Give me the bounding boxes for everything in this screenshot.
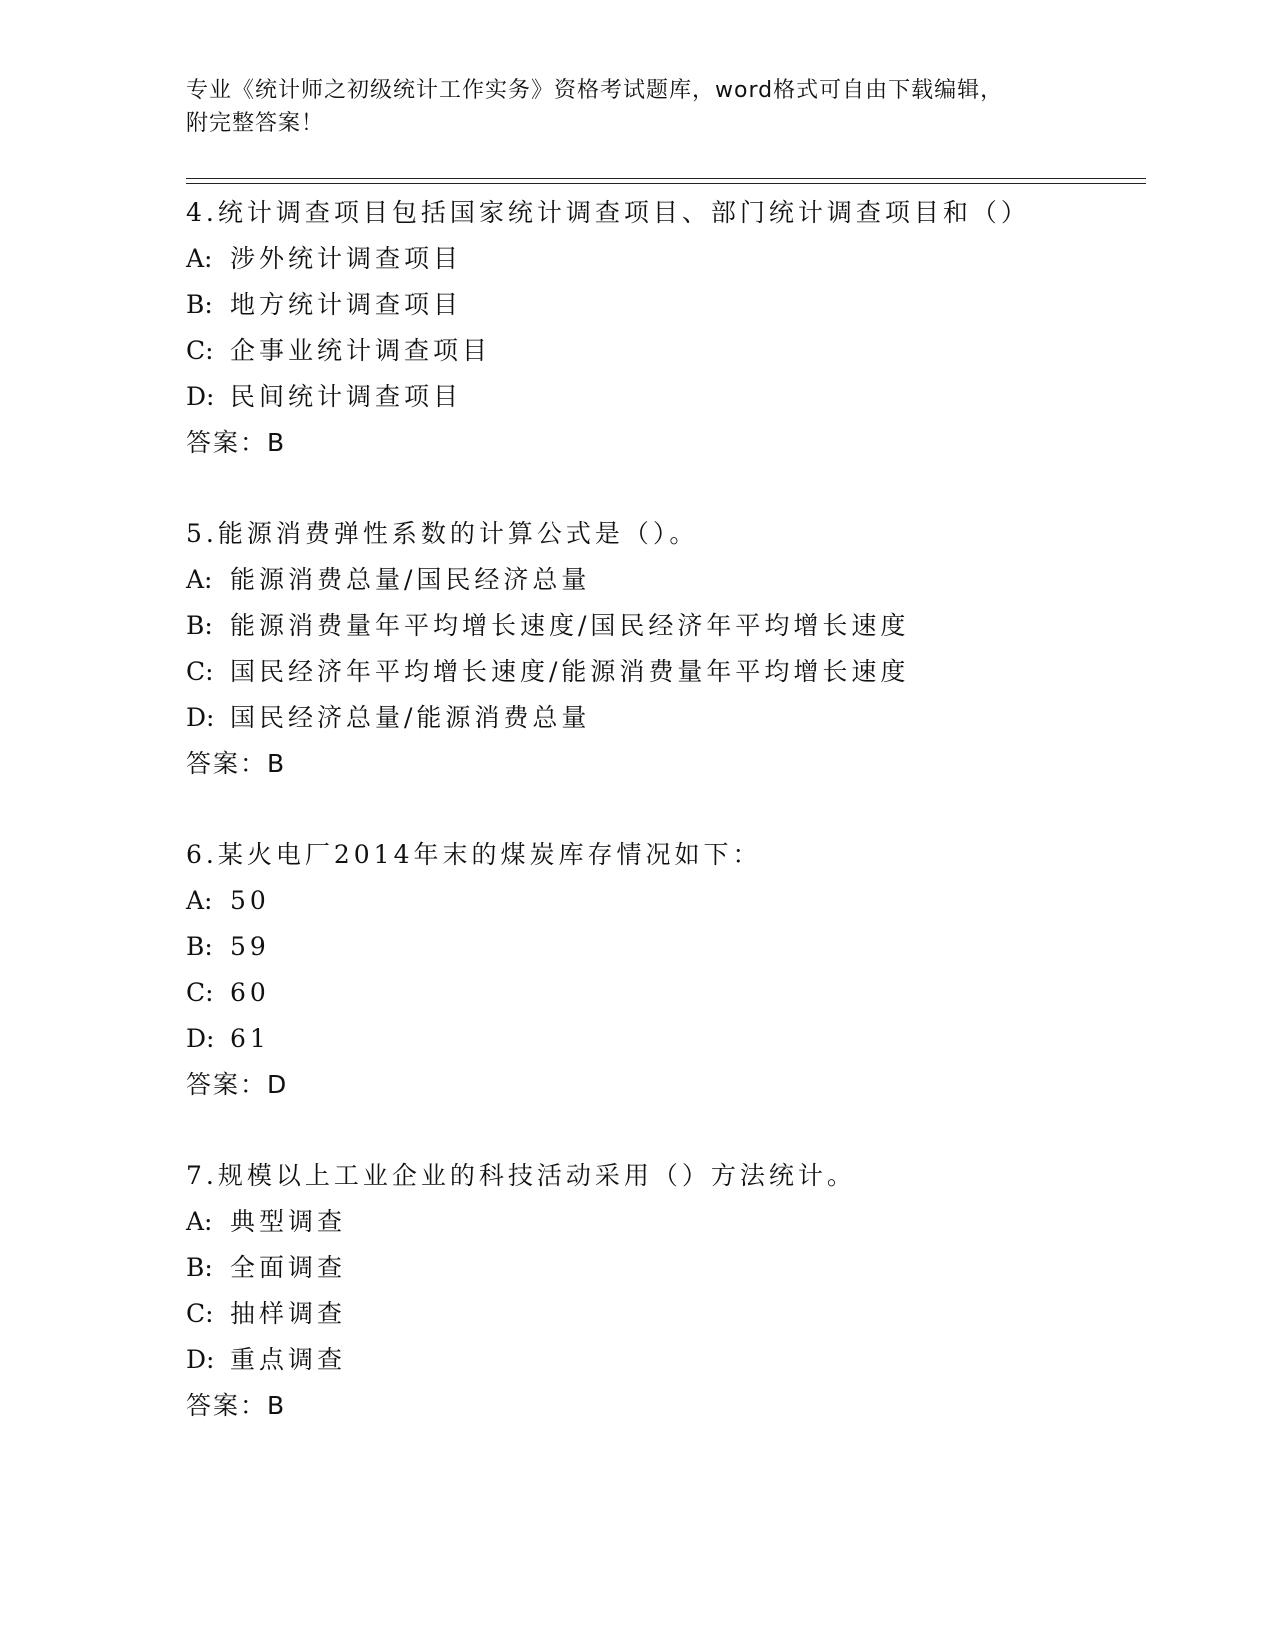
option-label: B: — [186, 611, 213, 640]
option-text: 企事业统计调查项目 — [230, 336, 492, 365]
option-label: B: — [186, 290, 213, 319]
option-text: 能源消费总量/国民经济总量 — [230, 565, 591, 594]
question-4 — [186, 190, 1186, 466]
option-b — [186, 924, 1186, 970]
option-label: C: — [186, 978, 214, 1007]
option-label: D: — [186, 382, 215, 411]
option-text: 全面调查 — [230, 1253, 347, 1282]
option-text: 60 — [230, 978, 270, 1007]
option-text: 59 — [230, 932, 270, 961]
option-label: B: — [186, 1253, 213, 1282]
option-text: 地方统计调查项目 — [230, 290, 463, 319]
header-line-1: 专业《统计师之初级统计工作实务》资格考试题库，word格式可自由下载编辑， — [186, 78, 1004, 103]
option-d — [186, 374, 1186, 420]
question-7 — [186, 1153, 1186, 1429]
question-6 — [186, 832, 1186, 1108]
option-text: 重点调查 — [230, 1345, 347, 1374]
option-text: 典型调查 — [230, 1207, 347, 1236]
option-c — [186, 649, 1186, 695]
option-d — [186, 695, 1186, 741]
option-b — [186, 282, 1186, 328]
option-text: 民间统计调查项目 — [230, 382, 463, 411]
option-label: D: — [186, 1345, 215, 1374]
question-stem: 4.统计调查项目包括国家统计调查项目、部门统计调查项目和（） — [186, 198, 1030, 227]
option-label: C: — [186, 336, 214, 365]
header-divider-top — [186, 178, 1146, 179]
answer-line: 答案：D — [186, 1070, 289, 1099]
option-d — [186, 1016, 1186, 1062]
option-text: 国民经济年平均增长速度/能源消费量年平均增长速度 — [230, 657, 910, 686]
option-text: 国民经济总量/能源消费总量 — [230, 703, 591, 732]
option-d — [186, 1337, 1186, 1383]
option-text: 抽样调查 — [230, 1299, 347, 1328]
question-stem: 6.某火电厂2014年末的煤炭库存情况如下： — [186, 840, 762, 869]
question-list — [186, 190, 1186, 1474]
option-label: A: — [186, 886, 213, 915]
option-text: 61 — [230, 1024, 270, 1053]
header-divider-bottom — [186, 183, 1146, 184]
option-c — [186, 328, 1186, 374]
question-stem: 7.规模以上工业企业的科技活动采用（）方法统计。 — [186, 1161, 856, 1190]
option-label: C: — [186, 657, 214, 686]
option-a — [186, 878, 1186, 924]
answer-line: 答案：B — [186, 749, 287, 778]
option-label: A: — [186, 244, 213, 273]
question-stem: 5.能源消费弹性系数的计算公式是（）。 — [186, 519, 699, 548]
answer-line: 答案：B — [186, 428, 287, 457]
option-c — [186, 1291, 1186, 1337]
option-label: D: — [186, 703, 215, 732]
option-a — [186, 1199, 1186, 1245]
answer-line: 答案：B — [186, 1391, 287, 1420]
option-label: C: — [186, 1299, 214, 1328]
option-b — [186, 1245, 1186, 1291]
header-line-2: 附完整答案！ — [186, 111, 325, 136]
option-label: A: — [186, 1207, 213, 1236]
option-text: 50 — [230, 886, 270, 915]
option-text: 涉外统计调查项目 — [230, 244, 463, 273]
option-label: B: — [186, 932, 213, 961]
option-label: A: — [186, 565, 213, 594]
document-header — [186, 74, 1086, 140]
option-a — [186, 236, 1186, 282]
option-c — [186, 970, 1186, 1016]
option-label: D: — [186, 1024, 215, 1053]
option-b — [186, 603, 1186, 649]
option-text: 能源消费量年平均增长速度/国民经济年平均增长速度 — [230, 611, 910, 640]
question-5 — [186, 511, 1186, 787]
option-a — [186, 557, 1186, 603]
